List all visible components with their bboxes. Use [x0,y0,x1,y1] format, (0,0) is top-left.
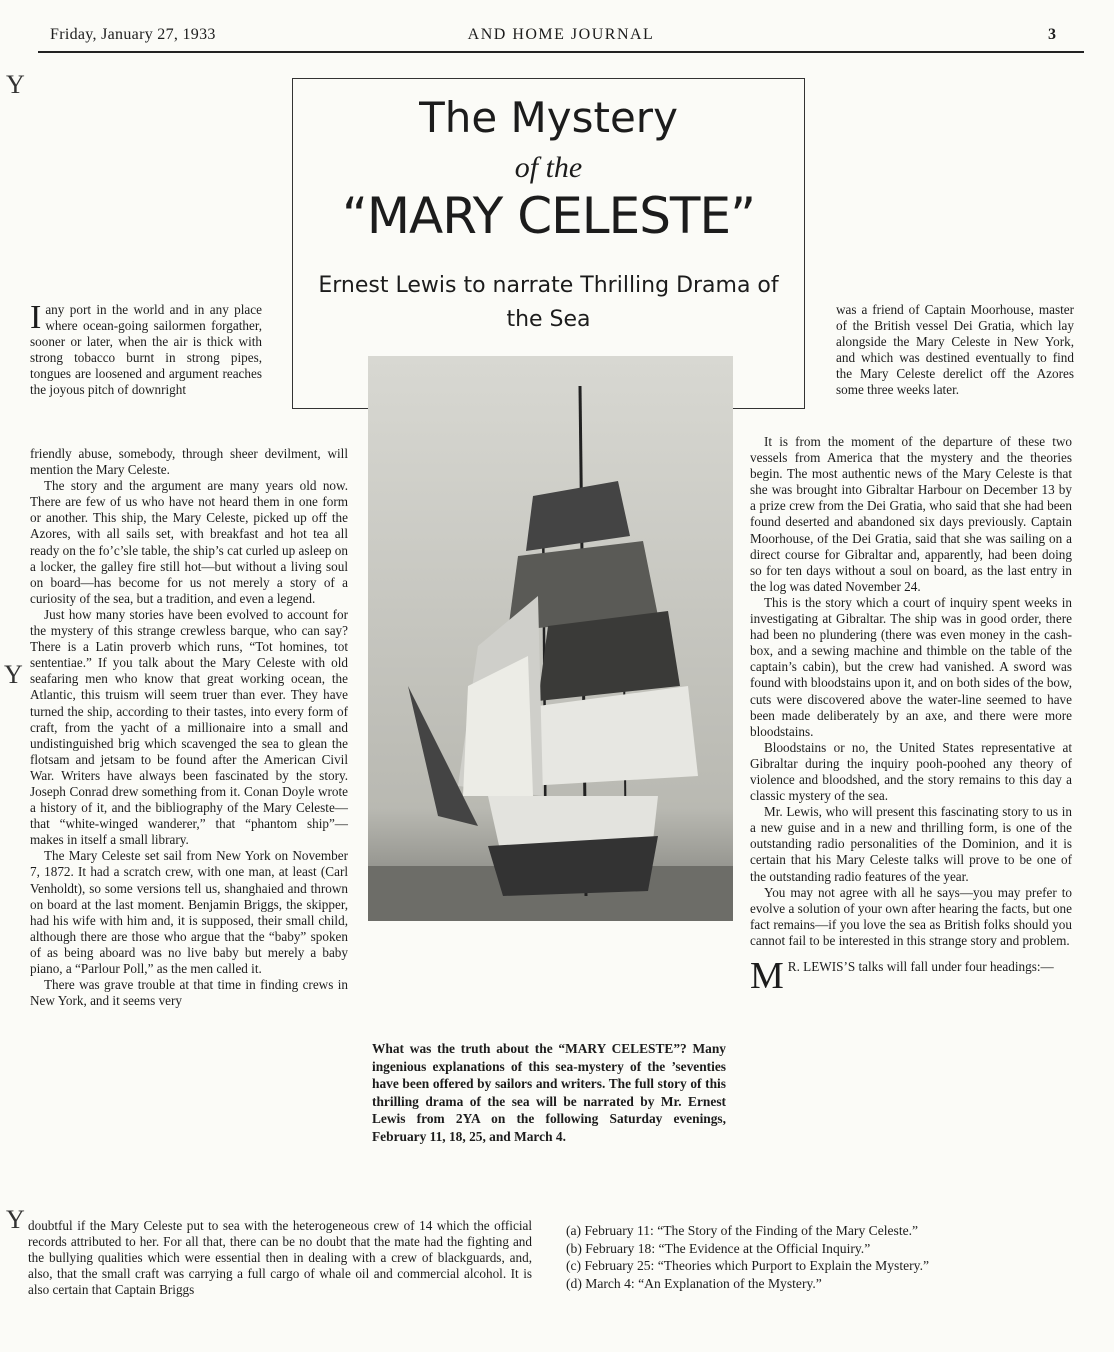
article-paragraph: doubtful if the Mary Celeste put to sea with the heterogeneous crew of 14 which the official records attributed to her. For all that, there can be no doubt that the mate had the fighting and the bullying qualities which were essential then in dealing with a crew of blackguards, and, also, that the small craft was carrying a full cargo of whale oil and commercial alcohol. It is also certain that Captain Briggs [28,1218,532,1298]
article-paragraph: R. LEWIS’S talks will fall under four headings:— [787,959,1054,974]
article-paragraph: It is from the moment of the departure of these two vessels from America that the mystery and the theories begin. The most authentic news of the Mary Celeste is that she was brought into Gibraltar Harbour on December 13 by a prize crew from the Dei Gratia, who said that she had been found deserted and abandoned six days previously. Captain Moorhouse, of the Dei Gratia, said that she was sailing on a direct course for Gibraltar and, apparently, had been doing so for ten days without a soul on board, as the last entry in the log was dated November 24. [750,434,1072,594]
page-header [38,18,1084,52]
list-item: (d) March 4: “An Explanation of the Mystery.” [566,1275,822,1291]
right-column-top [836,302,1074,399]
margin-mark: Y [4,660,23,689]
ship-photograph [368,356,733,921]
list-item: (a) February 11: “The Story of the Finding of the Mary Celeste.” [566,1223,919,1238]
list-item: (c) February 25: “Theories which Purport to Explain the Mystery.” [566,1258,930,1273]
right-column [750,434,1072,997]
article-paragraph: Just how many stories have been evolved to account for the mystery of this strange crewless barque, who can say? There is a Latin proverb which runs, “Tot homines, tot sententiae.” If you talk about the Mary Celeste with old seafaring men who know that great working ocean, the Atlantic, this truism will seem truer than ever. They have turned the ship, according to their tastes, into every form of craft, from the yacht of a millionaire into a small and undistinguished brig which scavenged the sea to glean the flotsam and jetsam to be found after the American Civil War. Writers have always been fascinated by the story. Joseph Conrad drew something from it. Conan Doyle wrote a history of it, and the bibliography of the Mary Celeste—that “white-winged wanderer,” that “phantom ship”—makes in itself a small library. [30,606,348,848]
photo-caption: What was the truth about the “MARY CELESTE”? Many ingenious explanations of this sea-mystery of the ’seventies have been offered by sailors and writers. The full story of this thrilling drama of the sea will be narrated by Mr. Ernest Lewis from 2YA on the following Saturday evenings, February 11, 18, 25, and March 4. [372,1041,726,1144]
drop-cap: I [30,299,42,336]
margin-mark: Y [6,1205,25,1234]
left-column-top [30,299,262,399]
sailing-ship-image [368,356,733,921]
left-column [30,446,348,1009]
masthead: AND HOME JOURNAL [467,26,655,43]
article-paragraph: You may not agree with all he says—you may prefer to evolve a solution of your own after hearing the facts, but one fact remains—if you love the sea as British folks should you cannot fail to be interested in this strange story and problem. [750,884,1072,948]
article-paragraph: Mr. Lewis, who will present this fascinating story to us in a new guise and in a new and thrilling form, is one of the outstanding radio personalities of the Dominion, and it is certain that his Mary Celeste talks will prove to be one of the outstanding radio features of the year. [750,804,1072,884]
article-paragraph: Bloodstains or no, the United States representative at Gibraltar during the inquiry pooh-poohed any theory of violence and bloodshed, and the story remains to this day a classic mystery of the sea. [750,739,1072,804]
drop-cap: M [750,955,784,997]
article-paragraph: was a friend of Captain Moorhouse, master of the British vessel Dei Gratia, which lay alongside the Mary Celeste in New York, and which was destined eventually to find the Mary Celeste derelict off the Azores some three weeks later. [836,302,1074,398]
headline-line-3: “MARY CELESTE” [342,187,755,245]
article-paragraph: any port in the world and in any place where ocean-going sailormen forgather, sooner or later, when the air is thick with strong tobacco burnt in strong pipes, tongues are loosened and argument reaches the joyous pitch of downright [30,302,262,398]
headline-line-1: The Mystery [419,93,678,142]
list-item: (b) February 18: “The Evidence at the Official Inquiry.” [566,1240,871,1256]
article-paragraph: This is the story which a court of inquiry spent weeks in investigating at Gibraltar. The ship was in good order, there had been no plundering (there was even money in the cash-box, and a sewing machine and thimble on the table of the captain’s cabin), but the crew had vanished. A sword was found with bloodstains upon it, and on both sides of the bow, cuts were discovered above the water-line seemed to have been made deliberately by an axe, and there were more bloodstains. [750,594,1072,739]
bottom-paragraph [28,1218,532,1298]
headline-line-2: of the [514,151,583,184]
article-paragraph: The story and the argument are many years old now. There are few of us who have not heard them in one form or another. This ship, the Mary Celeste, picked up off the Azores, with all sails set, with breakfast and hot tea all ready on the fo’c’sle table, the ship’s cat curled up asleep on a locker, the galley fire still hot—but without a living soul on board—has become for us not merely a story of a curiosity of the sea, but a tradition, and even a legend. [30,478,348,606]
article-paragraph: There was grave trouble at that time in finding crews in New York, and it seems very [30,977,348,1009]
page-number: 3 [1048,26,1056,43]
talk-headings-list [566,1222,1076,1292]
subheadline: Ernest Lewis to narrate Thrilling Drama of the Sea [318,273,779,332]
issue-date: Friday, January 27, 1933 [50,26,216,43]
article-paragraph: The Mary Celeste set sail from New York on November 7, 1872. It had a scratch crew, with one man, at least (Carl Venholdt), so some versions tell us, shanghaied and thrown on board at the last moment. Benjamin Briggs, the skipper, had his wife with him and, it is supposed, their small child, although there are those who argue that the “baby” spoken of as being aboard was no live baby but merely a baby piano, a “Parlour Poll,” as the men called it. [30,848,348,976]
article-paragraph: friendly abuse, somebody, through sheer devilment, will mention the Mary Celeste. [30,446,348,478]
margin-mark: Y [6,70,25,99]
header-rule [38,51,1084,53]
